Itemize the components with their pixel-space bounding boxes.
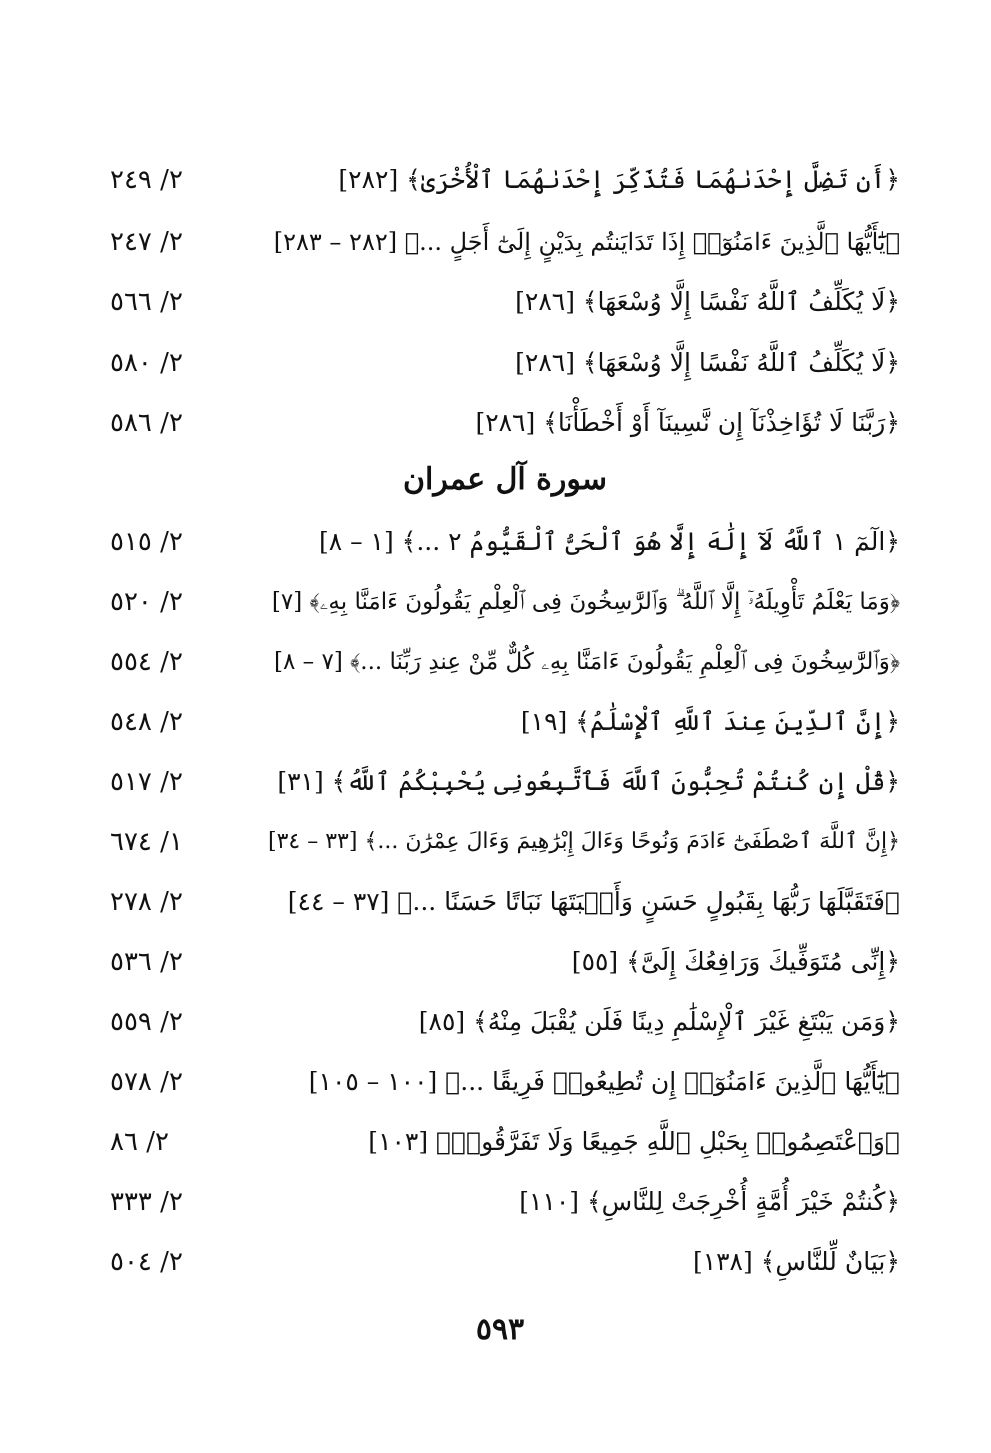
volume-page-ref: ٢/ ٨٦ [110,1127,169,1157]
volume-page-ref: ٢/ ٥٠٤ [110,1247,183,1277]
volume-page-ref: ٢/ ٢٧٨ [110,887,183,917]
volume-page-ref: ٢/ ٥٦٦ [110,287,183,317]
verse-text: ﴿إِنَّ ٱللَّهَ ٱصْطَفَىٰٓ ءَادَمَ وَنُوحًا وَءَالَ إِبْرَٰهِيمَ وَءَالَ عِمْرَٰنَ ...﴾ [٣٣ – ٣٤] [268,829,900,854]
index-entry [110,582,900,622]
index-entry [110,160,900,200]
verse-text: ﴿وَمَن يَبْتَغِ غَيْرَ ٱلْإِسْلَٰمِ دِينًا فَلَن يُقْبَلَ مِنْهُ﴾ [٨٥] [418,1007,900,1036]
volume-page-ref: ٢/ ٢٤٩ [110,165,183,195]
index-entry [110,1182,900,1222]
volume-page-ref: ٢/ ٥٢٠ [110,587,183,617]
volume-page-ref: ٢/ ٥٨٠ [110,348,183,378]
section-heading: سورة آل عمران [402,462,608,497]
verse-text: ﴿قُلْ إِن كُنتُمْ تُحِبُّونَ ٱللَّهَ فَٱتَّبِعُونِى يُحْبِبْكُمُ ٱللَّهُ﴾ [٣١] [277,767,900,796]
verse-text: ﴿يَٰٓأَيُّهَا ٱلَّذِينَ ءَامَنُوٓا۟ إِذَا تَدَايَنتُم بِدَيْنٍ إِلَىٰٓ أَجَلٍ ...﴾ [٢٨٢ – ٢٨٣] [273,228,900,256]
index-entry [110,1122,900,1162]
verse-text: ﴿وَٱلرَّٰسِخُونَ فِى ٱلْعِلْمِ يَقُولُونَ ءَامَنَّا بِهِۦ كُلٌّ مِّنْ عِندِ رَبِّنَا ...﴾ [٧ – ٨] [274,649,900,675]
volume-page-ref: ١/ ٦٧٤ [110,827,183,857]
index-entry [110,702,900,742]
index-entry [110,343,900,383]
index-entry [110,522,900,562]
verse-text: ﴿يَٰٓأَيُّهَا ٱلَّذِينَ ءَامَنُوٓا۟ إِن تُطِيعُوا۟ فَرِيقًا ...﴾ [١٠٠ – ١٠٥] [308,1067,900,1096]
volume-page-ref: ٢/ ٥٧٨ [110,1067,183,1097]
verse-text: ﴿أَن تَضِلَّ إِحْدَىٰهُمَا فَتُذَكِّرَ إِحْدَىٰهُمَا ٱلْأُخْرَىٰ﴾ [٢٨٢] [338,165,900,194]
verse-text: ﴿بَيَانٌ لِّلنَّاسِ﴾ [١٣٨] [692,1247,900,1276]
verse-text: ﴿لَا يُكَلِّفُ ٱللَّهُ نَفْسًا إِلَّا وُسْعَهَا﴾ [٢٨٦] [515,348,900,377]
index-entry [110,1002,900,1042]
volume-page-ref: ٢/ ٥٤٨ [110,707,183,737]
verse-text: ﴿الٓمٓ ١ ٱللَّهُ لَآ إِلَٰهَ إِلَّا هُوَ ٱلْحَىُّ ٱلْقَيُّومُ ٢ ...﴾ [١ – ٨] [318,527,900,556]
volume-page-ref: ٢/ ٣٣٣ [110,1187,183,1217]
index-entry [110,822,900,862]
index-entry [110,882,900,922]
volume-page-ref: ٢/ ٥٣٦ [110,947,183,977]
volume-page-ref: ٢/ ٥١٧ [110,767,183,797]
index-entry [110,403,900,443]
index-entry [110,222,900,262]
volume-page-ref: ٢/ ٥٥٩ [110,1007,183,1037]
verse-text: ﴿إِنِّى مُتَوَفِّيكَ وَرَافِعُكَ إِلَىَّ﴾ [٥٥] [571,947,900,976]
verse-text: ﴿فَتَقَبَّلَهَا رَبُّهَا بِقَبُولٍ حَسَنٍ وَأَنۢبَتَهَا نَبَاتًا حَسَنًا ...﴾ [٣٧ – ٤٤] [287,887,900,916]
index-entry [110,1242,900,1282]
index-entry [110,762,900,802]
verse-text: ﴿كُنتُمْ خَيْرَ أُمَّةٍ أُخْرِجَتْ لِلنَّاسِ﴾ [١١٠] [519,1187,900,1216]
volume-page-ref: ٢/ ٥٨٦ [110,408,183,438]
index-entry [110,282,900,322]
volume-page-ref: ٢/ ٥١٥ [110,527,183,557]
volume-page-ref: ٢/ ٥٥٤ [110,647,183,677]
verse-text: ﴿وَٱعْتَصِمُوا۟ بِحَبْلِ ٱللَّهِ جَمِيعًا وَلَا تَفَرَّقُوا۟﴾ [١٠٣] [368,1127,900,1156]
verse-text: ﴿لَا يُكَلِّفُ ٱللَّهُ نَفْسًا إِلَّا وُسْعَهَا﴾ [٢٨٦] [515,287,900,316]
index-entry [110,942,900,982]
page-number: ٥٩٣ [475,1312,525,1347]
verse-text: ﴿رَبَّنَا لَا تُؤَاخِذْنَآ إِن نَّسِينَآ أَوْ أَخْطَأْنَا﴾ [٢٨٦] [475,408,900,437]
index-entry [110,642,900,682]
verse-text: ﴿وَمَا يَعْلَمُ تَأْوِيلَهُۥٓ إِلَّا ٱللَّهُ ۗ وَٱلرَّٰسِخُونَ فِى ٱلْعِلْمِ يَقُولُونَ ءَامَنَّا بِهِۦ﴾ [٧] [271,589,900,615]
volume-page-ref: ٢/ ٢٤٧ [110,227,183,257]
verse-text: ﴿إِنَّ ٱلدِّينَ عِندَ ٱللَّهِ ٱلْإِسْلَٰمُ﴾ [١٩] [520,707,900,736]
index-entry [110,1062,900,1102]
